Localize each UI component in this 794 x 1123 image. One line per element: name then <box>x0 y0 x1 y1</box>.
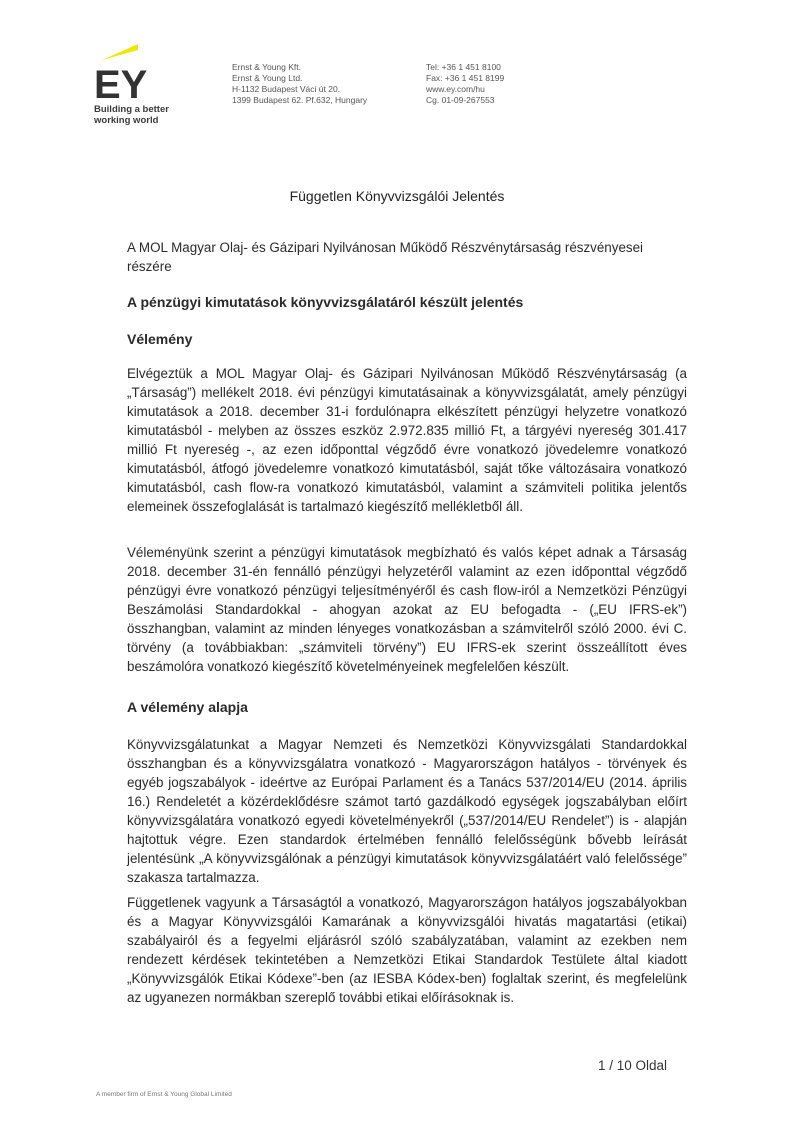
logo-beam <box>102 44 138 60</box>
subheading-basis: A vélemény alapja <box>127 699 248 715</box>
tagline-line-1: Building a better <box>94 104 169 115</box>
paragraph-basis: Könyvvizsgálatunkat a Magyar Nemzeti és Nemzetközi Könyvvizsgálati Standardokkal összhangban és a könyvvizsgálatra vonatkozó - Magyarországon hatályos - törvények és egyéb jogszabályok - ideértve az Európai Parlament és a Tanács 537/2014/EU (2014. április 16.) Rendeletét a közérdeklődésre számot tartó gazdálkodó egységek jogszabályban előírt könyvvizsgálatára vonatkozó egyedi követelményekről („537/2014/EU Rendelet”) is - alapján hajtottuk végre. Ezen standardok értelmében fennálló felelősségünk bővebb leírását jelentésünk „A könyvvizsgálónak a pénzügyi kimutatások könyvvizsgálatáért való felelőssége” szakasza tartalmazza. <box>127 737 687 885</box>
contact-website: www.ey.com/hu <box>426 84 485 94</box>
address-line: Ernst & Young Kft. <box>232 62 301 72</box>
company-contact <box>426 62 504 106</box>
contact-fax: Fax: +36 1 451 8199 <box>426 73 505 83</box>
page-number: 1 / 10 Oldal <box>598 1058 668 1073</box>
paragraph-independence: Függetlenek vagyunk a Társaságtól a vonatkozó, Magyarországon hatályos jogszabályokban és a Magyar Könyvvizsgálói Kamarának a könyvvizsgálói hivatás magatartási (etikai) szabályairól és a fegyelmi eljárásról szóló szabályzatában, valamint az ezekben nem rendezett kérdések tekintetében a Nemzetközi Etikai Standardok Testülete által kiadott „Könyvvizsgálók Etikai Kódexe”-ben (az IESBA Kódex-ben) foglaltak szerint, és megfelelünk az ugyanezen normákban szereplő további etikai előírásoknak is. <box>127 895 687 1005</box>
section-heading: A pénzügyi kimutatások könyvvizsgálatáról készült jelentés <box>127 294 524 310</box>
addressee: A MOL Magyar Olaj- és Gázipari Nyilvánosan Működő Részvénytársaság részvényesei részére <box>127 240 644 274</box>
logo-tagline <box>94 104 169 126</box>
address-line: Ernst & Young Ltd. <box>232 73 303 83</box>
contact-phone: Tel: +36 1 451 8100 <box>426 62 501 72</box>
tagline-line-2: working world <box>94 115 159 126</box>
company-address <box>232 62 367 106</box>
member-firm-note: A member firm of Ernst & Young Global Limited <box>96 1091 232 1098</box>
logo-text: EY <box>94 63 148 107</box>
paragraph-opinion: Véleményünk szerint a pénzügyi kimutatások megbízható és valós képet adnak a Társaság 2018. december 31-én fennálló pénzügyi helyzetéről valamint az ezen időponttal végződő pénzügyi évre vonatkozó pénzügyi teljesítményéről és cash flow-iról a Nemzetközi Pénzügyi Beszámolási Standardokkal - ahogyan azokat az EU befogadta - („EU IFRS-ek”) összhangban, valamint az minden lényeges vonatkozásban a számvitelről szóló 2000. évi C. törvény (a továbbiakban: „számviteli törvény”) EU IFRS-ek szerint összeállított éves beszámolóra vonatkozó kiegészítő követelményeinek megfelelően készült. <box>127 545 687 674</box>
subheading-opinion: Vélemény <box>127 331 193 347</box>
address-line: H-1132 Budapest Váci út 20. <box>232 84 341 94</box>
document-title: Független Könyvvizsgálói Jelentés <box>289 188 505 204</box>
paragraph-opinion-scope: Elvégeztük a MOL Magyar Olaj- és Gázipari Nyilvánosan Működő Részvénytársaság (a „Társaság”) mellékelt 2018. évi pénzügyi kimutatásainak a könyvvizsgálatát, amely pénzügyi kimutatások a 2018. december 31-i fordulónapra elkészített pénzügyi helyzetre vonatkozó kimutatásból - melyben az összes eszköz 2.972.835 millió Ft, a tárgyévi nyereség 301.417 millió Ft nyereség -, az ezen időponttal végződő évre vonatkozó jövedelemre vonatkozó kimutatásból, átfogó jövedelemre vonatkozó kimutatásból, saját tőke változásaira vonatkozó kimutatásból, cash flow-ra vonatkozó kimutatásból, valamint a számviteli politika jelentős elemeinek összefoglalását is tartalmazó kiegészítő mellékletből áll. <box>127 366 687 514</box>
contact-registration: Cg. 01-09-267553 <box>426 95 495 105</box>
address-line: 1399 Budapest 62. Pf.632, Hungary <box>232 95 368 105</box>
